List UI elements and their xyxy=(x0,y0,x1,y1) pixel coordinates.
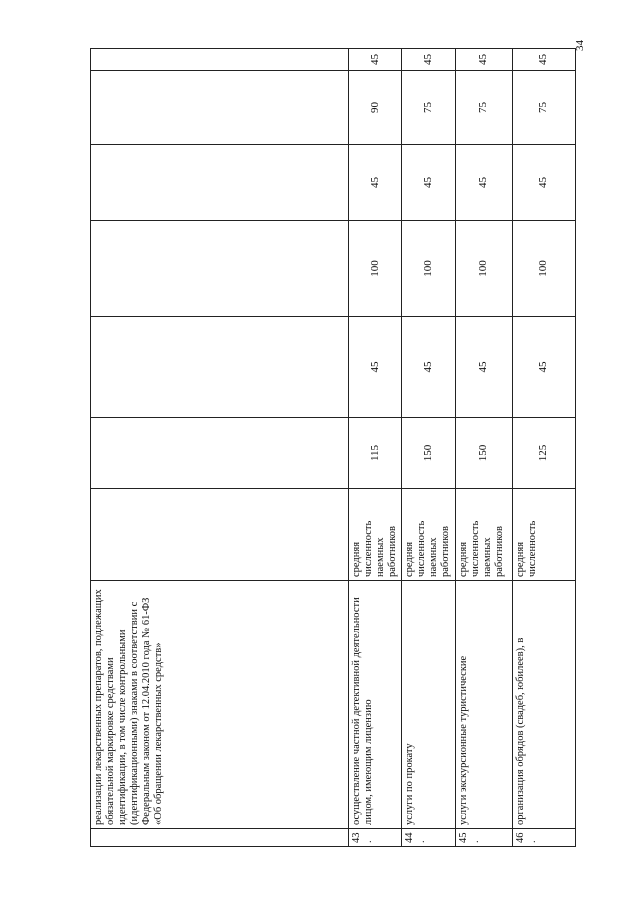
value-cell: 45 xyxy=(349,145,402,221)
value-cell: 75 xyxy=(402,71,455,145)
tax-rates-table xyxy=(90,48,576,847)
value-cell: 45 xyxy=(455,317,512,418)
activity-name: организация обрядов (свадеб, юбилеев), в xyxy=(512,581,575,829)
table-row xyxy=(402,49,455,847)
row-index: 43. xyxy=(349,829,402,847)
value-cell: 45 xyxy=(512,145,575,221)
value-cell: 75 xyxy=(512,71,575,145)
value-cell: 150 xyxy=(402,418,455,489)
value-cell: 150 xyxy=(455,418,512,489)
value-cell: 45 xyxy=(402,49,455,71)
indicator: средняя численность наемных работников xyxy=(349,489,402,581)
value-cell xyxy=(91,145,349,221)
activity-name: услуги экскурсионные туристические xyxy=(455,581,512,829)
value-cell: 45 xyxy=(455,145,512,221)
value-cell: 45 xyxy=(349,317,402,418)
activity-name: осуществление частной детективной деятельности лицом, имеющим лицензию xyxy=(349,581,402,829)
value-cell: 45 xyxy=(512,49,575,71)
indicator: средняя численность наемных работников xyxy=(402,489,455,581)
activity-name: реализации лекарственных препаратов, подлежащих обязательной маркировке средствами идентификации, в том числе контрольными (идентификационными) знаками в соответствии с Федеральным законом от 12.04.2010 года № 61-ФЗ «Об обращении лекарственных средств» xyxy=(91,581,349,829)
value-cell: 100 xyxy=(349,221,402,317)
indicator: средняя численность xyxy=(512,489,575,581)
row-index xyxy=(91,829,349,847)
value-cell: 45 xyxy=(455,49,512,71)
value-cell: 45 xyxy=(512,317,575,418)
value-cell: 45 xyxy=(402,317,455,418)
table-row xyxy=(512,49,575,847)
value-cell: 90 xyxy=(349,71,402,145)
value-cell xyxy=(91,221,349,317)
table-row xyxy=(455,49,512,847)
value-cell: 100 xyxy=(512,221,575,317)
activity-name: услуги по прокату xyxy=(402,581,455,829)
table-row-continuation xyxy=(91,49,349,847)
value-cell: 125 xyxy=(512,418,575,489)
rotated-table-wrapper xyxy=(90,49,567,847)
value-cell: 100 xyxy=(402,221,455,317)
value-cell: 45 xyxy=(349,49,402,71)
row-index: 46. xyxy=(512,829,575,847)
row-index: 44. xyxy=(402,829,455,847)
value-cell xyxy=(91,71,349,145)
row-index: 45. xyxy=(455,829,512,847)
indicator: средняя численность наемных работников xyxy=(455,489,512,581)
indicator xyxy=(91,489,349,581)
value-cell: 75 xyxy=(455,71,512,145)
table-row xyxy=(349,49,402,847)
value-cell xyxy=(91,418,349,489)
value-cell: 100 xyxy=(455,221,512,317)
value-cell xyxy=(91,317,349,418)
value-cell xyxy=(91,49,349,71)
value-cell: 115 xyxy=(349,418,402,489)
value-cell: 45 xyxy=(402,145,455,221)
page-number: 34 xyxy=(574,40,586,51)
